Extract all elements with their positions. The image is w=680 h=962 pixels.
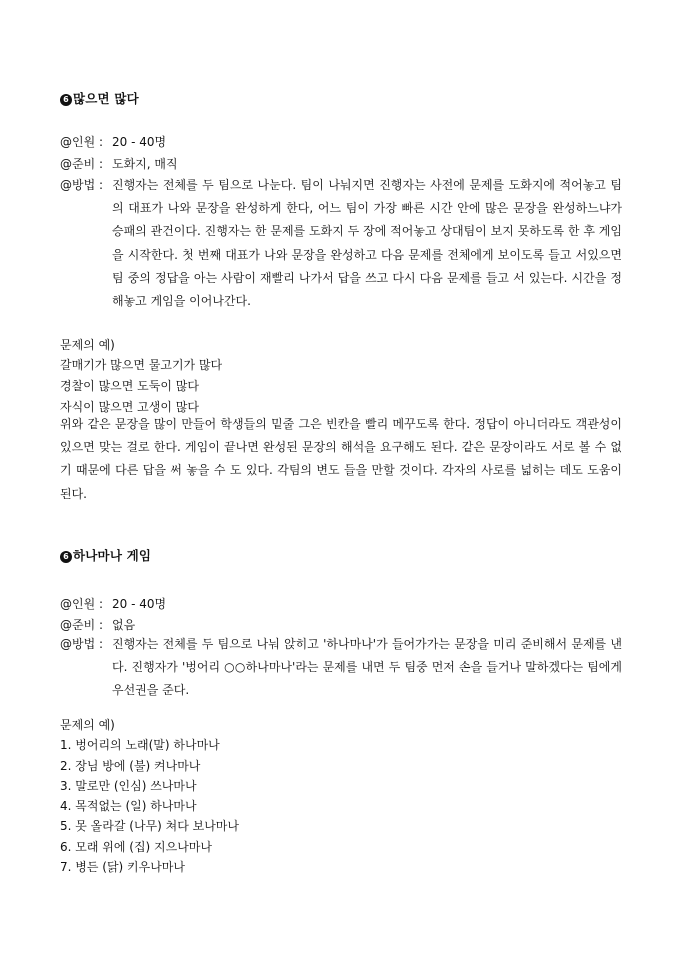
circled-number-icon: 6 bbox=[60, 94, 72, 106]
circled-number-icon: 6 bbox=[60, 551, 72, 563]
example-item: 4. 목적없는 (일) 하나마나 bbox=[60, 799, 197, 813]
people-value: 20 - 40명 bbox=[112, 597, 167, 611]
section-heading-hanamana bbox=[60, 546, 151, 564]
method-text: 진행자는 전체를 두 팀으로 나눠 앉히고 '하나마나'가 들어가가는 문장을 미리 준비해서 문제를 낸다. 진행자가 '벙어리 ○○하나마나'라는 문제를 내면 두 팀중 먼저 손을 들거나 말하겠다는 팀에게 우선권을 준다. bbox=[112, 637, 622, 698]
section-heading-many bbox=[60, 89, 139, 107]
people-value: 20 - 40명 bbox=[112, 135, 167, 149]
example-item: 갈매기가 많으면 물고기가 많다 bbox=[60, 358, 223, 372]
example-item: 3. 말로만 (인심) 쓰나마나 bbox=[60, 779, 197, 793]
example-item: 6. 모래 위에 (집) 지으나마나 bbox=[60, 840, 212, 854]
example-item: 7. 병든 (닭) 키우나마나 bbox=[60, 860, 185, 874]
section-title: 하나마나 게임 bbox=[73, 548, 152, 563]
method-label: @방법 : bbox=[60, 637, 104, 651]
examples-title: 문제의 예) bbox=[60, 338, 115, 352]
method-label: @방법 : bbox=[60, 178, 104, 192]
section-title: 많으면 많다 bbox=[73, 91, 139, 106]
people-label: @인원 : bbox=[60, 135, 104, 149]
example-item: 2. 장님 방에 (불) 켜나마나 bbox=[60, 759, 201, 773]
prep-label: @준비 : bbox=[60, 618, 104, 632]
prep-label: @준비 : bbox=[60, 157, 104, 171]
examples-title: 문제의 예) bbox=[60, 718, 115, 732]
prep-value: 없음 bbox=[112, 618, 136, 632]
people-label: @인원 : bbox=[60, 597, 104, 611]
method-text: 진행자는 전체를 두 팀으로 나눈다. 팀이 나눠지면 진행자는 사전에 문제를 도화지에 적어놓고 팀의 대표가 나와 문장을 완성하게 한다, 어느 팀이 가장 빠른 시간 안에 많은 문장을 완성하느냐가 승패의 관건이다. 진행자는 한 문제를 도화지 두 장에 적어놓고 상대팀이 보지 못하도록 한 후 게임을 시작한다. 첫 번째 대표가 나와 문장을 완성하고 다음 문제를 전체에게 보이도록 들고 서있으면 팀 중의 정답을 아는 사람이 재빨리 나가서 답을 쓰고 다시 다음 문제를 들고 서 있는다. 시간을 정해놓고 게임을 이어나간다. bbox=[112, 178, 622, 309]
prep-value: 도화지, 매직 bbox=[112, 157, 178, 171]
example-item: 5. 못 올라갈 (나무) 쳐다 보나마나 bbox=[60, 819, 239, 833]
example-item: 자식이 많으면 고생이 많다 bbox=[60, 400, 199, 414]
note-paragraph: 위와 같은 문장을 많이 만들어 학생들의 밑줄 그은 빈칸을 빨리 메꾸도록 한다. 정답이 아니더라도 객관성이 있으면 맞는 걸로 한다. 게임이 끝나면 완성된 문장의 해석을 요구해도 된다. 같은 문장이라도 서로 볼 수 없기 때문에 다른 답을 써 놓을 수 도 있다. 각팀의 변도 들을 만할 것이다. 각자의 사로를 넓히는 데도 도움이 된다. bbox=[60, 417, 622, 501]
example-item: 1. 벙어리의 노래(말) 하나마나 bbox=[60, 738, 220, 752]
example-item: 경찰이 많으면 도둑이 많다 bbox=[60, 379, 199, 393]
